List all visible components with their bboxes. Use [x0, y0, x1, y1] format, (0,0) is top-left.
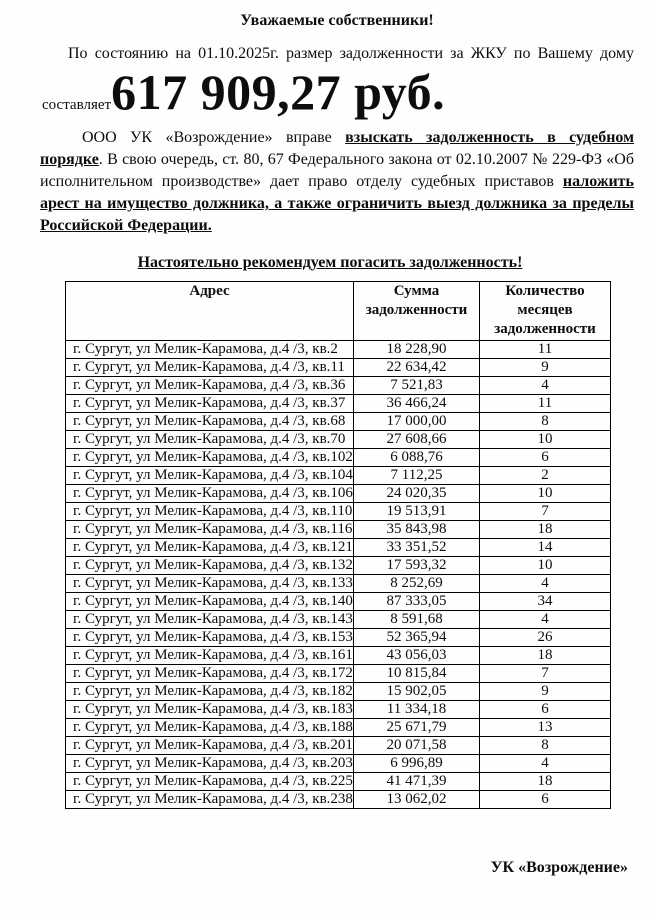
- recommendation-line: Настоятельно рекомендуем погасить задолженность!: [137, 254, 523, 271]
- amount-cell: 6 088,76: [354, 449, 480, 467]
- months-cell: 34: [480, 593, 611, 611]
- months-cell: 8: [480, 413, 611, 431]
- amount-cell: 17 593,32: [354, 557, 480, 575]
- table-header-row: [66, 282, 611, 341]
- months-cell: 9: [480, 359, 611, 377]
- months-cell: 4: [480, 611, 611, 629]
- amount-cell: 13 062,02: [354, 791, 480, 809]
- table-row: [66, 503, 611, 521]
- months-cell: 18: [480, 773, 611, 791]
- months-cell: 2: [480, 467, 611, 485]
- amount-cell: 52 365,94: [354, 629, 480, 647]
- address-cell: г. Сургут, ул Мелик-Карамова, д.4 /3, кв.225: [66, 773, 354, 791]
- legal-text-2: . В свою очередь, ст. 80, 67 Федерального закона от 02.10.2007 № 229-ФЗ «Об исполнительном производстве» дает право отделу судебных приставов: [40, 151, 634, 190]
- signature: УК «Возрождение»: [490, 859, 628, 876]
- legal-bold-underline-2: наложить арест на имущество должника, а также ограничить выезд должника за пределы Российской Федерации.: [40, 173, 634, 234]
- months-cell: 13: [480, 719, 611, 737]
- legal-paragraph: [40, 127, 634, 237]
- address-cell: г. Сургут, ул Мелик-Карамова, д.4 /3, кв.203: [66, 755, 354, 773]
- address-cell: г. Сургут, ул Мелик-Карамова, д.4 /3, кв.201: [66, 737, 354, 755]
- address-cell: г. Сургут, ул Мелик-Карамова, д.4 /3, кв.140: [66, 593, 354, 611]
- intro-line: По состоянию на 01.10.2025г. размер задолженности за ЖКУ по Вашему дому: [68, 45, 634, 62]
- amount-cell: 25 671,79: [354, 719, 480, 737]
- months-cell: 4: [480, 575, 611, 593]
- amount-cell: 19 513,91: [354, 503, 480, 521]
- months-cell: 4: [480, 755, 611, 773]
- address-cell: г. Сургут, ул Мелик-Карамова, д.4 /3, кв.2: [66, 341, 354, 359]
- table-row: [66, 413, 611, 431]
- table-row: [66, 485, 611, 503]
- address-cell: г. Сургут, ул Мелик-Карамова, д.4 /3, кв.70: [66, 431, 354, 449]
- months-cell: 7: [480, 665, 611, 683]
- months-cell: 6: [480, 449, 611, 467]
- column-header-address: Адрес: [66, 282, 354, 341]
- address-cell: г. Сургут, ул Мелик-Карамова, д.4 /3, кв.11: [66, 359, 354, 377]
- amount-cell: 17 000,00: [354, 413, 480, 431]
- table-row: [66, 701, 611, 719]
- amount-cell: 27 608,66: [354, 431, 480, 449]
- months-cell: 11: [480, 341, 611, 359]
- address-cell: г. Сургут, ул Мелик-Карамова, д.4 /3, кв.106: [66, 485, 354, 503]
- address-cell: г. Сургут, ул Мелик-Карамова, д.4 /3, кв.182: [66, 683, 354, 701]
- amount-cell: 35 843,98: [354, 521, 480, 539]
- address-cell: г. Сургут, ул Мелик-Карамова, д.4 /3, кв.153: [66, 629, 354, 647]
- amount-cell: 6 996,89: [354, 755, 480, 773]
- months-cell: 6: [480, 791, 611, 809]
- table-row: [66, 377, 611, 395]
- address-cell: г. Сургут, ул Мелик-Карамова, д.4 /3, кв.238: [66, 791, 354, 809]
- amount-cell: 7 112,25: [354, 467, 480, 485]
- months-cell: 18: [480, 521, 611, 539]
- amount-cell: 24 020,35: [354, 485, 480, 503]
- address-cell: г. Сургут, ул Мелик-Карамова, д.4 /3, кв.188: [66, 719, 354, 737]
- address-cell: г. Сургут, ул Мелик-Карамова, д.4 /3, кв.172: [66, 665, 354, 683]
- table-row: [66, 611, 611, 629]
- table-row: [66, 737, 611, 755]
- legal-bold-underline-1: взыскать задолженность в судебном порядке: [40, 129, 635, 168]
- table-row: [66, 629, 611, 647]
- legal-text-1: ООО УК «Возрождение» вправе: [82, 129, 346, 146]
- table-row: [66, 395, 611, 413]
- table-row: [66, 791, 611, 809]
- address-cell: г. Сургут, ул Мелик-Карамова, д.4 /3, кв.36: [66, 377, 354, 395]
- address-cell: г. Сургут, ул Мелик-Карамова, д.4 /3, кв.183: [66, 701, 354, 719]
- amount-cell: 11 334,18: [354, 701, 480, 719]
- address-cell: г. Сургут, ул Мелик-Карамова, д.4 /3, кв.37: [66, 395, 354, 413]
- months-cell: 14: [480, 539, 611, 557]
- table-row: [66, 719, 611, 737]
- table-row: [66, 449, 611, 467]
- table-row: [66, 431, 611, 449]
- amount-cell: 18 228,90: [354, 341, 480, 359]
- months-cell: 11: [480, 395, 611, 413]
- address-cell: г. Сургут, ул Мелик-Карамова, д.4 /3, кв.104: [66, 467, 354, 485]
- address-cell: г. Сургут, ул Мелик-Карамова, д.4 /3, кв.121: [66, 539, 354, 557]
- amount-cell: 8 591,68: [354, 611, 480, 629]
- months-cell: 8: [480, 737, 611, 755]
- column-header-amount: Сумма задолженности: [354, 282, 480, 341]
- table-row: [66, 359, 611, 377]
- address-cell: г. Сургут, ул Мелик-Карамова, д.4 /3, кв.133: [66, 575, 354, 593]
- months-cell: 9: [480, 683, 611, 701]
- amount-cell: 7 521,83: [354, 377, 480, 395]
- page-title: Уважаемые собственники!: [240, 12, 434, 29]
- months-cell: 26: [480, 629, 611, 647]
- amount-cell: 87 333,05: [354, 593, 480, 611]
- address-cell: г. Сургут, ул Мелик-Карамова, д.4 /3, кв.143: [66, 611, 354, 629]
- table-row: [66, 647, 611, 665]
- table-row: [66, 557, 611, 575]
- months-cell: 18: [480, 647, 611, 665]
- table-row: [66, 665, 611, 683]
- address-cell: г. Сургут, ул Мелик-Карамова, д.4 /3, кв.132: [66, 557, 354, 575]
- months-cell: 4: [480, 377, 611, 395]
- table-body: [66, 341, 611, 809]
- address-cell: г. Сургут, ул Мелик-Карамова, д.4 /3, кв.68: [66, 413, 354, 431]
- column-header-months: Количество месяцев задолженности: [480, 282, 611, 341]
- table-row: [66, 521, 611, 539]
- months-cell: 10: [480, 431, 611, 449]
- debt-amount-line: [42, 64, 634, 121]
- months-cell: 6: [480, 701, 611, 719]
- amount-cell: 20 071,58: [354, 737, 480, 755]
- table-row: [66, 539, 611, 557]
- table-row: [66, 593, 611, 611]
- address-cell: г. Сургут, ул Мелик-Карамова, д.4 /3, кв.102: [66, 449, 354, 467]
- amount-cell: 8 252,69: [354, 575, 480, 593]
- table-row: [66, 773, 611, 791]
- amount-value: 617 909,27 руб.: [111, 64, 446, 120]
- amount-cell: 43 056,03: [354, 647, 480, 665]
- months-cell: 7: [480, 503, 611, 521]
- table-row: [66, 575, 611, 593]
- address-cell: г. Сургут, ул Мелик-Карамова, д.4 /3, кв.116: [66, 521, 354, 539]
- amount-cell: 41 471,39: [354, 773, 480, 791]
- debt-table: [65, 281, 611, 809]
- address-cell: г. Сургут, ул Мелик-Карамова, д.4 /3, кв.161: [66, 647, 354, 665]
- amount-cell: 22 634,42: [354, 359, 480, 377]
- months-cell: 10: [480, 557, 611, 575]
- amount-cell: 15 902,05: [354, 683, 480, 701]
- table-row: [66, 683, 611, 701]
- amount-cell: 36 466,24: [354, 395, 480, 413]
- table-row: [66, 467, 611, 485]
- months-cell: 10: [480, 485, 611, 503]
- amount-cell: 10 815,84: [354, 665, 480, 683]
- table-row: [66, 341, 611, 359]
- amount-cell: 33 351,52: [354, 539, 480, 557]
- table-row: [66, 755, 611, 773]
- amount-prefix: составляет: [42, 97, 112, 113]
- address-cell: г. Сургут, ул Мелик-Карамова, д.4 /3, кв.110: [66, 503, 354, 521]
